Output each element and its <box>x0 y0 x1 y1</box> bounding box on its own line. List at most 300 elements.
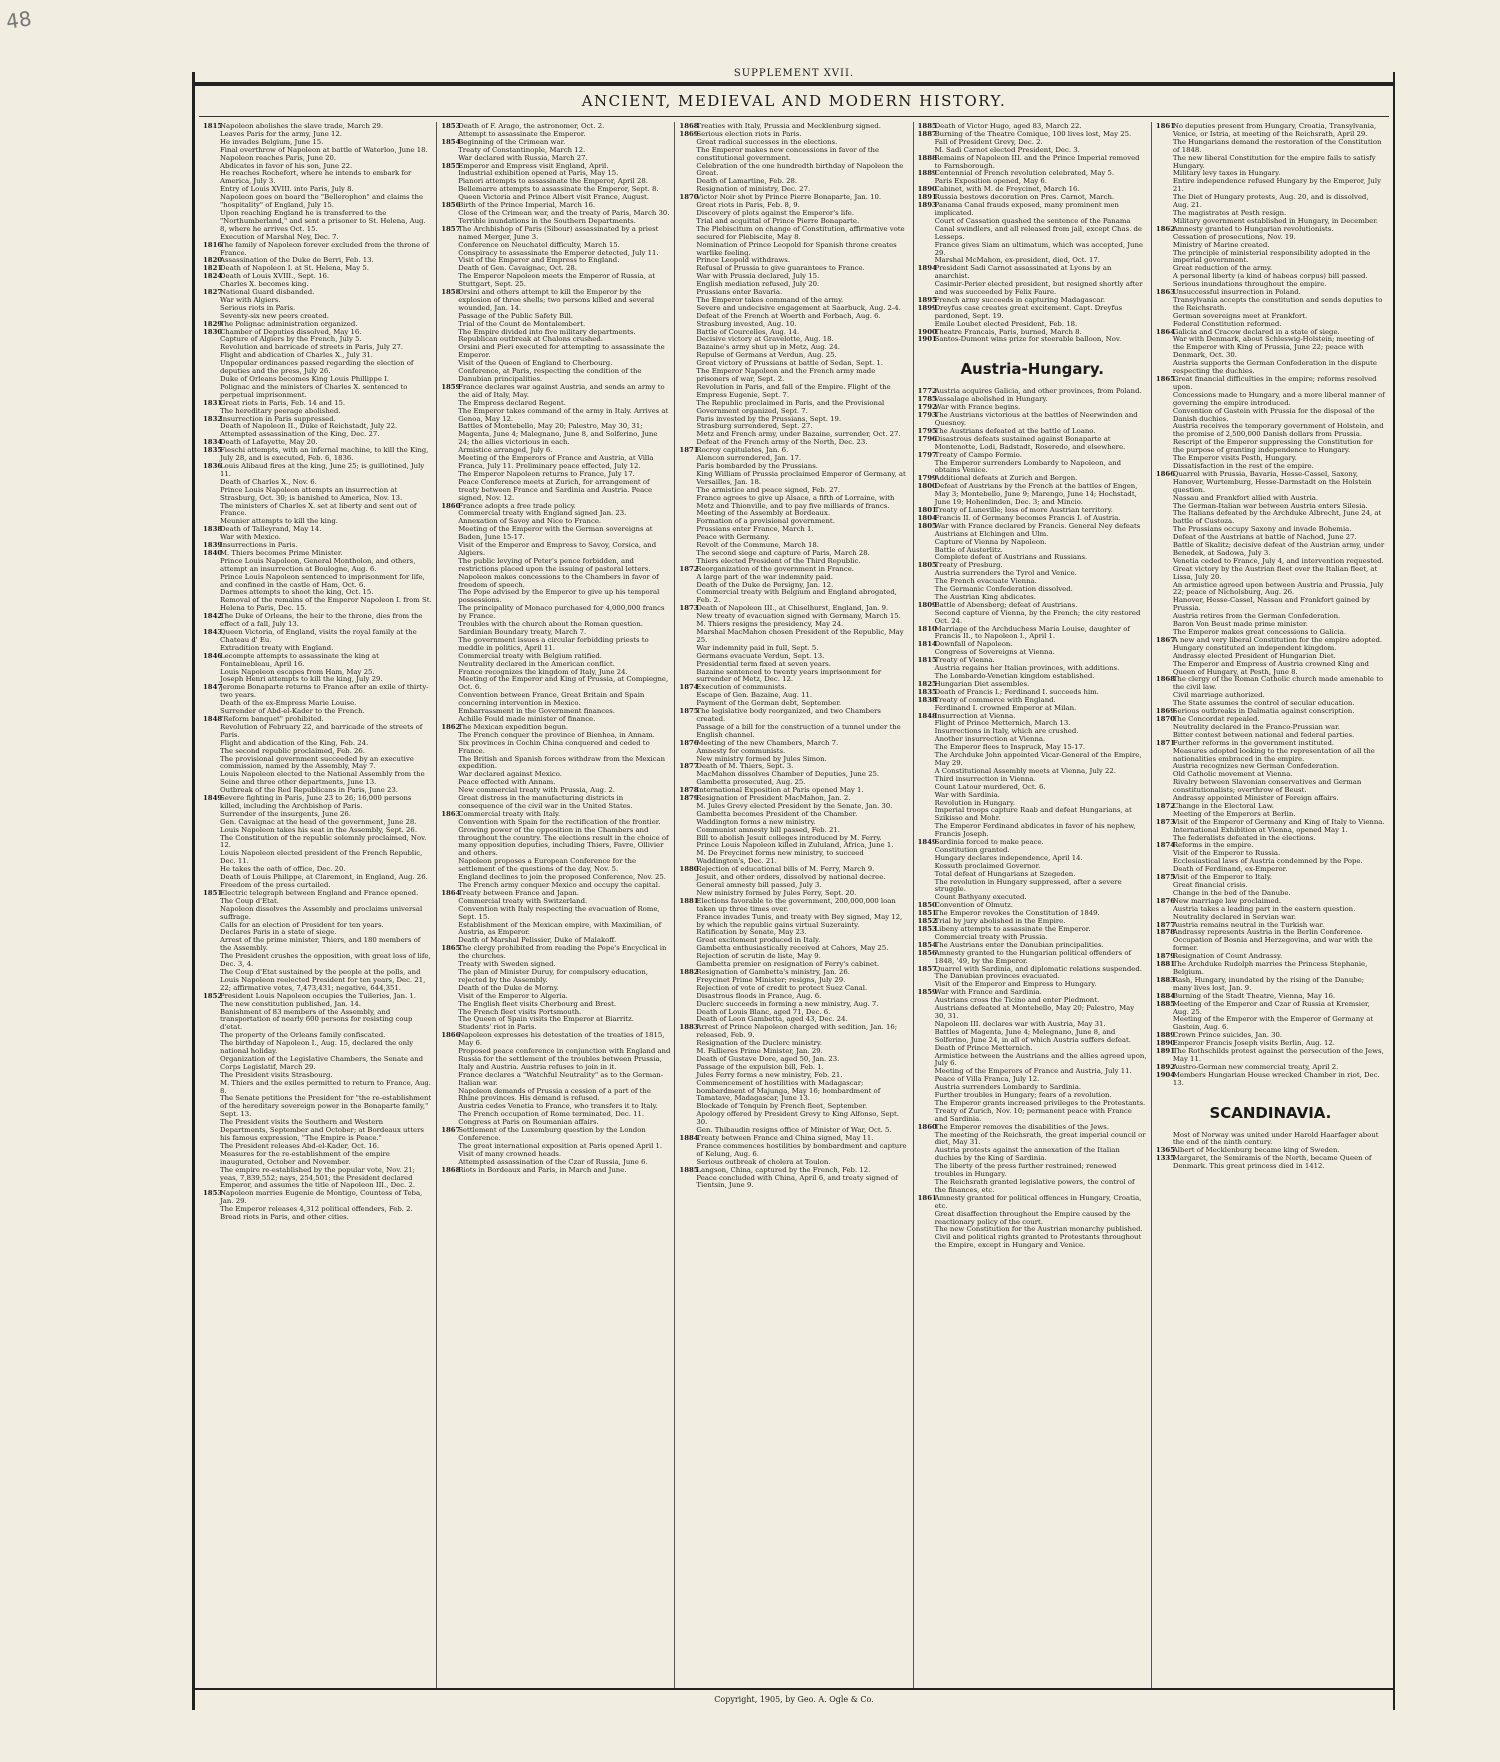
entry-year <box>441 186 458 194</box>
entry-year: 1785 <box>917 395 937 404</box>
entry-text: Andrassy represents Austria in the Berlin Conference. <box>1172 928 1363 937</box>
entry-text: Queen Victoria, of England, visits the royal family at the Chateau d' Eu. <box>220 628 417 644</box>
entry-text: Marriage of the Archduchess Maria Louise, daughter of Francis II., to Napoleon I., April 1. <box>934 624 1130 641</box>
entry-text: The family of Napoleon forever excluded from the throne of France. <box>220 240 429 257</box>
entry-text: Great victory by the Austrian fleet over the Italian fleet, at Lissa, July 20. <box>1172 564 1378 581</box>
entry-text: Visit of the Emperor to Russia. <box>1172 849 1281 858</box>
entry-text: Rejection of educational bills of M. Ferry, March 9. <box>696 865 875 874</box>
entry-year <box>441 574 458 590</box>
entry-text: Terrible inundations in the Southern Departments. <box>458 216 636 225</box>
entry-year <box>203 297 220 305</box>
entry-text: Industrial exhibition opened at Paris, May 15. <box>458 169 619 178</box>
entry-year <box>441 1009 458 1017</box>
entry-year <box>1156 178 1173 194</box>
entry-text: Meeting of the Emperors of France and Austria, at Villa Franca, July 11. Preliminary peace effected, July 12. <box>458 454 654 470</box>
entry-year <box>1156 360 1173 376</box>
entry-text: President Louis Napoleon occupies the Tuileries, Jan. 1. <box>220 991 416 1000</box>
history-entry <box>441 1143 670 1159</box>
history-entry <box>1156 1072 1385 1088</box>
history-entry <box>918 242 1147 258</box>
entry-text: A Constitutional Assembly meets at Vienna, July 22. <box>934 766 1116 775</box>
history-entry <box>679 724 908 740</box>
entry-text: Cabinet, with M. de Freycinet, March 16. <box>934 185 1080 194</box>
entry-year <box>441 250 458 258</box>
history-entry <box>203 835 432 851</box>
entry-text: Galicia and Cracow declared in a state of siege. <box>1172 327 1340 336</box>
entry-year <box>1156 408 1173 424</box>
entry-year <box>918 1163 935 1179</box>
entry-year <box>679 518 696 526</box>
entry-text: Battle of Skalitz; decisive defeat of the Austrian army, under Benedek, at Sadowa, July 3. <box>1172 541 1385 557</box>
entry-year <box>679 526 696 534</box>
entry-year: 1815 <box>917 656 937 665</box>
entry-text: Fall of President Grevy, Dec. 2. <box>934 137 1043 146</box>
entry-text: Napoleon makes concessions to the Chambers in favor of freedom of speech. <box>458 572 659 589</box>
entry-text: The President releases Abd-el-Kader, Oct. 16. <box>220 1141 380 1150</box>
entry-text: Ministry of Marine created. <box>1172 240 1270 249</box>
entry-year: 1836 <box>203 461 223 470</box>
entry-text: Darmes attempts to shoot the king, Oct. 15. <box>220 588 374 597</box>
entry-text: Further troubles in Hungary; fears of a revolution. <box>934 1091 1112 1100</box>
history-entry <box>1156 597 1385 613</box>
entry-text: Jesuit, and other orders, dissolved by national decree. <box>696 873 886 882</box>
entry-text: The Coup d'Etat. <box>220 896 279 905</box>
entry-year <box>918 1084 935 1092</box>
history-entry <box>203 953 432 969</box>
entry-year <box>679 242 696 258</box>
entry-year <box>679 589 696 605</box>
entry-text: The principality of Monaco purchased for 4,000,000 francs by France. <box>458 604 665 621</box>
entry-text: The French occupation of Rome terminated, Dec. 11. <box>458 1110 645 1119</box>
entry-year <box>441 653 458 661</box>
history-entry <box>918 155 1147 171</box>
entry-text: Commercial treaty with England signed Jan. 23. <box>458 509 627 518</box>
entry-year: 1797 <box>917 450 937 459</box>
entry-text: Conspiracy to assassinate the Emperor detected, July 11. <box>458 248 659 257</box>
entry-text: France declares a "Watchful Neutrality" as to the German-Italian war. <box>458 1070 664 1087</box>
history-entry <box>918 336 1147 344</box>
entry-year: 1835 <box>917 687 937 696</box>
entry-text: Trial and acquittal of Prince Pierre Bonaparte. <box>696 216 860 225</box>
entry-text: The Constitution of the republic solemnly proclaimed, Nov. 12. <box>220 833 427 850</box>
history-entry <box>1156 961 1385 977</box>
entry-year <box>918 1092 935 1100</box>
entry-text: Great financial difficulties in the empire; reforms resolved upon. <box>1172 375 1377 391</box>
entry-text: Transylvania accepts the constitution and sends deputies to the Reichsrath. <box>1172 295 1383 312</box>
entry-year <box>918 800 935 808</box>
entry-text: Commercial treaty with Belgium and England abrogated, Feb. 2. <box>696 588 897 605</box>
entry-year <box>203 170 220 186</box>
entry-text: The Emperor releases 4,312 political offenders, Feb. 2. <box>220 1205 413 1214</box>
entry-year <box>679 929 696 937</box>
history-entry <box>1156 139 1385 155</box>
entry-year <box>441 510 458 518</box>
entry-text: Measures for the re-establishment of the empire inaugurated, October and November. <box>220 1149 390 1166</box>
entry-text: M. Thiers becomes Prime Minister. <box>220 548 343 557</box>
entry-text: Centennial of French revolution celebrated, May 5. <box>934 169 1115 178</box>
entry-text: Prince Louis Napoleon killed in Zululand, Africa, June 1. <box>696 841 894 850</box>
entry-year <box>918 539 935 547</box>
entry-text: Unsuccessful insurrection in Poland. <box>1172 288 1301 297</box>
entry-text: Treaty of Zurich, Nov. 10; permanent peace with France and Sardinia. <box>934 1106 1132 1123</box>
entry-year <box>203 1095 220 1119</box>
entry-year: 1849 <box>917 838 937 847</box>
entry-text: Convention of Olmutz. <box>934 901 1013 910</box>
entry-text: New ministry formed by Jules Ferry, Sept. 20. <box>696 888 857 897</box>
entry-year <box>441 1088 458 1104</box>
entry-text: Arrest of Prince Napoleon charged with sedition, Jan. 16; released, Feb. 9. <box>696 1023 898 1040</box>
entry-year <box>203 336 220 344</box>
entry-year: 1863 <box>1155 288 1175 297</box>
entry-text: Hanover, Hesse-Cassel, Nassau and Frankfort gained by Prussia. <box>1172 596 1371 613</box>
entry-text: Treaty of Vienna. <box>934 656 995 665</box>
entry-year <box>203 748 220 756</box>
entry-text: Metz and French army, under Bazaine, surrender, Oct. 27. <box>696 430 901 439</box>
history-entry <box>203 1009 432 1033</box>
entry-text: New ministry formed by Jules Simon. <box>696 754 827 763</box>
history-entry <box>441 1072 670 1088</box>
entry-text: Congress at Paris on Roumanian affairs. <box>458 1118 599 1127</box>
entry-year <box>918 728 935 736</box>
entry-text: Prince Louis Napoleon, General Montholon, and others, attempt an insurrection at Boulogne, Aug. 6. <box>220 556 416 573</box>
entry-year: 1881 <box>1155 960 1175 969</box>
entry-text: Crown Prince suicides, Jan. 30. <box>1172 1031 1283 1040</box>
entry-text: The federalists defeated in the elections. <box>1172 833 1316 842</box>
entry-text: The Italians defeated by the Archduke Albrecht, June 24, at battle of Custoza. <box>1172 509 1382 526</box>
entry-text: Fieschi attempts, with an infernal machine, to kill the King, July 28, and is executed, Feb. 6, 1836. <box>220 446 429 463</box>
entry-year <box>679 163 696 179</box>
entry-text: Meeting of the Emperor and Czar of Russia at Kremsier, Aug. 25. <box>1172 999 1370 1016</box>
entry-text: Birth of the Prince Imperial, March 16. <box>458 201 596 210</box>
entry-text: The President visits the Southern and Western Departments, September and October; at Bordeaux utters his famous expression, "The Empire is Peace." <box>220 1118 424 1142</box>
entry-text: Rocroy capitulates, Jan. 6. <box>696 446 789 455</box>
entry-text: The Emperor grants increased privileges to the Protestants. <box>934 1098 1146 1107</box>
entry-text: The Senate petitions the President for "the re-establishment of the hereditary sovereign power in the Bonaparte family," Sept. 13. <box>220 1094 432 1119</box>
entry-text: Students' riot in Paris. <box>458 1023 537 1032</box>
entry-year: 1876 <box>679 738 699 747</box>
entry-year: 1835 <box>203 446 223 455</box>
entry-text: Achille Fould made minister of finance. <box>458 714 596 723</box>
entry-year <box>918 863 935 871</box>
history-entry <box>1156 123 1385 139</box>
entry-text: Capture of Algiers by the French, July 5. <box>220 335 362 344</box>
entry-year: 1885 <box>1155 999 1175 1008</box>
entry-text: Austria surrenders Lombardy to Sardinia. <box>934 1083 1082 1092</box>
entry-text: Duke of Orleans becomes King Louis Phillippe I. <box>220 375 390 383</box>
entry-text: Bitter contest between national and federal parties. <box>1172 730 1355 739</box>
entry-text: Convention with Spain for the rectification of the frontier. <box>458 817 661 826</box>
entry-text: Serious inundations throughout the empire. <box>1172 280 1327 289</box>
entry-text: Attempted assassination of the King, Dec. 27. <box>220 430 380 439</box>
entry-year: 1877 <box>679 762 699 771</box>
entry-year <box>441 471 458 479</box>
entry-text: Death of Francis I.; Ferdinand I. succeeds him. <box>934 687 1099 696</box>
entry-text: Serious riots in Paris. <box>220 303 296 312</box>
history-entry <box>1156 510 1385 526</box>
history-entry <box>1156 155 1385 171</box>
entry-text: The Austrians defeated at the battle of Loano. <box>934 426 1096 435</box>
entry-text: The magistrates at Pesth resign. <box>1172 208 1287 217</box>
entry-year <box>918 792 935 800</box>
entry-year <box>441 827 458 859</box>
entry-year <box>1156 597 1173 613</box>
entry-text: Commercial treaty with Prussia. <box>934 932 1048 941</box>
entry-year: 1852 <box>917 917 937 926</box>
entry-text: Baron Von Beust made prime minister. <box>1172 620 1308 629</box>
history-entry <box>1156 676 1385 692</box>
history-entry <box>441 692 670 708</box>
entry-text: Establishment of the Mexican empire, with Maximilian, of Austria, as Emperor. <box>458 920 662 937</box>
entry-year: 1805 <box>917 561 937 570</box>
entry-text: King William of Prussia proclaimed Emperor of Germany, at Versailles, Jan. 18. <box>696 469 906 486</box>
entry-year: 1868 <box>441 1165 461 1174</box>
entry-text: Settlement of the Luxemburg question by the London Conference. <box>458 1126 646 1142</box>
entry-text: Revolution of February 22, and barricade of the streets of Paris. <box>220 722 423 739</box>
entry-text: Presidential term fixed at seven years. <box>696 659 831 668</box>
entry-year <box>441 408 458 424</box>
history-entry <box>441 756 670 772</box>
entry-text: A new and very liberal Constitution for the empire adopted. <box>1172 635 1383 644</box>
history-entry <box>203 503 432 519</box>
entry-text: The great international exposition at Paris opened April 1. Visit of many crowned heads. <box>458 1141 663 1158</box>
history-entry <box>1156 748 1385 764</box>
entry-text: Total defeat of Hungarians at Szegeden. <box>934 869 1076 878</box>
entry-year <box>441 1048 458 1072</box>
entry-year: 1816 <box>203 240 223 249</box>
entry-text: Queen Victoria and Prince Albert visit France, August. <box>458 193 649 202</box>
entry-text: Resignation of ministry, Dec. 27. <box>696 185 811 194</box>
history-entry <box>203 463 432 479</box>
entry-year <box>679 613 696 621</box>
entry-year: 1864 <box>1155 327 1175 336</box>
entry-year: 1849 <box>203 794 223 803</box>
entry-year: 1825 <box>917 679 937 688</box>
entry-year <box>679 945 696 953</box>
entry-text: Death of Gustave Dore, aged 50, Jan. 23. <box>696 1054 840 1063</box>
column-2 <box>437 122 675 1688</box>
entry-year <box>203 724 220 740</box>
entry-year <box>203 1214 220 1222</box>
entry-text: The Emperor surrenders Lombardy to Napoleon, and obtains Venice. <box>934 458 1122 475</box>
entry-text: Gen. Cavaignac at the head of the government, June 28. <box>220 817 417 826</box>
entry-text: Austrians cross the Ticino and enter Piedmont. <box>934 996 1100 1005</box>
entry-year <box>441 771 458 779</box>
entry-text: Albert of Mecklenburg became king of Sweden. <box>1172 1146 1340 1155</box>
history-entry <box>441 455 670 471</box>
entry-year: 1891 <box>917 193 937 202</box>
entry-text: Visit of the Emperor of Germany and King of Italy to Vienna. <box>1172 817 1385 826</box>
entry-year <box>203 827 220 835</box>
entry-year <box>441 1016 458 1024</box>
entry-year: 1895 <box>917 295 937 304</box>
entry-year: 1854 <box>441 137 461 146</box>
entry-year <box>918 1147 935 1163</box>
history-entry <box>441 368 670 384</box>
history-entry <box>1156 376 1385 392</box>
entry-text: Quarrel with Prussia, Bavaria, Hesse-Cassel, Saxony, Hanover, Wurtemburg, Hesse-Darmstadt on the Holstein question. <box>1172 469 1372 494</box>
entry-year <box>679 842 696 850</box>
entry-year <box>203 835 220 851</box>
entry-text: Napoleon expresses his detestation of the treaties of 1815, May 6. <box>458 1031 665 1048</box>
entry-text: Leaves Paris for the army, June 12. <box>220 129 342 138</box>
entry-year <box>203 210 220 234</box>
entry-text: Trial by jury abolished in the Empire. <box>934 917 1066 926</box>
entry-text: Bread riots in Paris, and other cities. <box>220 1213 349 1222</box>
entry-text: Escape of Gen. Bazaine, Aug. 11. <box>696 691 813 700</box>
entry-text: M. Jules Grevy elected President by the Senate, Jan. 30. <box>696 801 893 810</box>
entry-text: Prince Louis Napoleon sentenced to imprisonment for life, and confined in the castle of Ham, Oct. 6. <box>220 572 425 589</box>
entry-year <box>1156 250 1173 266</box>
entry-year <box>1156 336 1173 360</box>
entry-year <box>679 977 696 985</box>
entry-text: Great riots in Paris, Feb. 8, 9. <box>696 201 800 210</box>
page-title: ANCIENT, MEDIEVAL AND MODERN HISTORY. <box>581 92 1007 110</box>
entry-text: Remains of Napoleon III. and the Prince Imperial removed to Farnsborough. <box>934 153 1140 170</box>
entry-text: The Emperor Ferdinand abdicates in favor of his nephew, Francis Joseph. <box>934 822 1136 839</box>
entry-text: Gambetta prosecuted, Aug. 25. <box>696 778 806 787</box>
entry-text: Paris bombarded by the Prussians. <box>696 461 818 470</box>
entry-year: 1792 <box>917 403 937 412</box>
entry-year <box>679 850 696 866</box>
entry-text: Visit of the Emperor to Italy. <box>1172 873 1272 882</box>
history-entry <box>918 1108 1147 1124</box>
history-entry <box>203 242 432 258</box>
entry-text: Venetia ceded to France, July 4, and intervention requested. <box>1172 556 1384 565</box>
history-entry <box>679 495 908 511</box>
entry-text: Treaty between France and Japan. <box>458 888 579 897</box>
history-entry <box>441 906 670 922</box>
entry-text: Measures adopted looking to the representation of all the nationalities embraced in the empire. <box>1172 746 1375 763</box>
entry-text: Death of the Duke de Persigny, Jan. 12. <box>696 580 834 589</box>
entry-year <box>918 547 935 555</box>
entry-year: 1772 <box>917 387 937 396</box>
entry-text: Libeny attempts to assassinate the Emperor. <box>934 925 1091 933</box>
entry-text: Amnesty granted to Hungarian revolutionists. <box>1172 224 1334 233</box>
entry-text: Apology offered by President Grevy to King Alfonso, Sept. 30. <box>696 1110 899 1127</box>
history-entry <box>918 1029 1147 1045</box>
entry-year <box>203 953 220 969</box>
entry-text: Duclerc succeeds in forming a new ministry, Aug. 7. <box>696 999 879 1008</box>
entry-year: 1885 <box>679 1165 699 1174</box>
entry-text: Surrender of Abd-el-Kader to the French. <box>220 707 365 716</box>
entry-text: Meeting of the Assembly at Bordeaux. <box>696 509 831 518</box>
entry-year <box>679 1048 696 1056</box>
entry-year: 1854 <box>917 940 937 949</box>
entry-year <box>679 218 696 226</box>
entry-year <box>441 669 458 677</box>
entry-year: 1872 <box>679 564 699 573</box>
entry-text: The ministers of Charles X. set at liberty and sent out of France. <box>220 501 417 518</box>
entry-text: Meeting of the Emperors of France and Austria, July 11. <box>934 1067 1132 1076</box>
entry-text: Austria receives the temporary government of Holstein, and the promise of 2,500,000 Danish dollars from Prussia. <box>1172 422 1384 439</box>
entry-text: Entry of Louis XVIII. into Paris, July 8. <box>220 185 354 194</box>
entry-text: Banishment of 83 members of the Assembly, and transportation of nearly 600 persons for resisting coup d'etat. <box>220 1007 413 1032</box>
entry-year: 1887 <box>917 129 937 138</box>
entry-text: The new constitution published, Jan. 14. <box>220 999 361 1008</box>
entry-year: 1885 <box>917 122 937 130</box>
entry-year: 1889 <box>917 169 937 178</box>
history-entry <box>441 384 670 400</box>
entry-year: 1888 <box>917 153 937 162</box>
entry-text: Great reduction of the army. <box>1172 264 1273 273</box>
entry-year <box>679 1080 696 1104</box>
entry-year <box>203 503 220 519</box>
entry-year <box>1156 653 1173 661</box>
entry-text: The Coup d'Etat sustained by the people at the polls, and Louis Napoleon reelected President for ten years, Dec. 21, 22; affirmative votes, 7,473,431; negative, 644,351. <box>220 967 426 992</box>
entry-text: Death of Talleyrand, May 14. <box>220 525 322 534</box>
entry-text: Third insurrection in Vienna. <box>934 774 1036 783</box>
entry-year <box>203 1072 220 1080</box>
entry-text: The Lombardo-Venetian kingdom established. <box>934 672 1095 680</box>
entry-text: England declines to join the proposed Conference, Nov. 25. The French army conquer Mexico and occupy the capital. <box>458 873 666 889</box>
entry-year: 1893 <box>917 201 937 210</box>
entry-year <box>1156 661 1173 677</box>
entry-year: 1865 <box>441 944 461 953</box>
history-entry <box>441 226 670 242</box>
entry-year <box>203 360 220 376</box>
entry-year <box>203 574 220 590</box>
entry-year <box>203 898 220 906</box>
supplement-label: SUPPLEMENT XVII. <box>733 68 855 79</box>
entry-text: War with Algiers. <box>220 295 281 304</box>
entry-year <box>918 752 935 768</box>
entry-year <box>679 1001 696 1009</box>
entry-text: Imperial troops capture Raab and defeat Hungarians, at Szikisso and Mohr. <box>934 806 1132 823</box>
entry-text: Resignation of Count Andrassy. <box>1172 952 1283 961</box>
entry-year <box>679 400 696 416</box>
entry-year <box>203 874 220 882</box>
history-entry <box>679 400 908 416</box>
entry-text: Austria acquires Galicia, and other provinces, from Poland. <box>934 387 1142 396</box>
entry-year: 1799 <box>917 474 937 483</box>
entry-text: Meeting of the Emperor and King of Prussia, at Compiegne, Oct. 6. <box>458 675 669 692</box>
column-4 <box>914 122 1152 1688</box>
entry-text: Prince Leopold withdraws. <box>696 256 791 265</box>
entry-text: Blockade of Tonquin by French fleet, September. <box>696 1102 868 1111</box>
entry-year: 1838 <box>203 525 223 534</box>
entry-year <box>1156 439 1173 455</box>
entry-text: The Concordat repealed. <box>1172 714 1260 723</box>
entry-year <box>441 329 458 337</box>
history-entry <box>679 226 908 242</box>
entry-text: Austro-German new commercial treaty, April 2. <box>1172 1062 1339 1071</box>
entry-text: The President visits Strasbourg. <box>220 1070 333 1079</box>
history-entry <box>203 771 432 787</box>
entry-year: 1809 <box>917 600 937 609</box>
entry-text: Visit of the Emperor and Empress to Hungary. <box>934 980 1097 989</box>
entry-text: The public levying of Peter's pence forbidden, and restrictions placed upon the issuing of pastoral letters. <box>458 556 651 573</box>
entry-year <box>441 336 458 344</box>
entry-year <box>918 610 935 626</box>
history-entry <box>1156 194 1385 210</box>
entry-year <box>679 882 696 890</box>
entry-year: 1868 <box>679 122 699 130</box>
entry-text: Austrians defeated at Montebello, May 20; Palestro, May 30, 31. <box>934 1004 1135 1020</box>
entry-year <box>441 147 458 155</box>
entry-year: 1883 <box>679 1023 699 1032</box>
history-entry <box>441 740 670 756</box>
entry-year <box>1156 724 1173 732</box>
entry-text: Prussians enter Bavaria. <box>696 288 783 297</box>
entry-text: Death of Gen. Cavaignac, Oct. 28. <box>458 264 577 273</box>
entry-text: Insurrection at Vienna. <box>934 711 1016 720</box>
entry-text: Death of Napoleon I. at St. Helena, May 5. <box>220 264 369 273</box>
history-entry <box>441 922 670 938</box>
entry-year <box>679 281 696 289</box>
entry-text: The Archduke John appointed Vicar-General of the Empire, May 29. <box>934 751 1142 767</box>
entry-year: 1821 <box>203 264 223 273</box>
entry-year <box>679 416 696 424</box>
